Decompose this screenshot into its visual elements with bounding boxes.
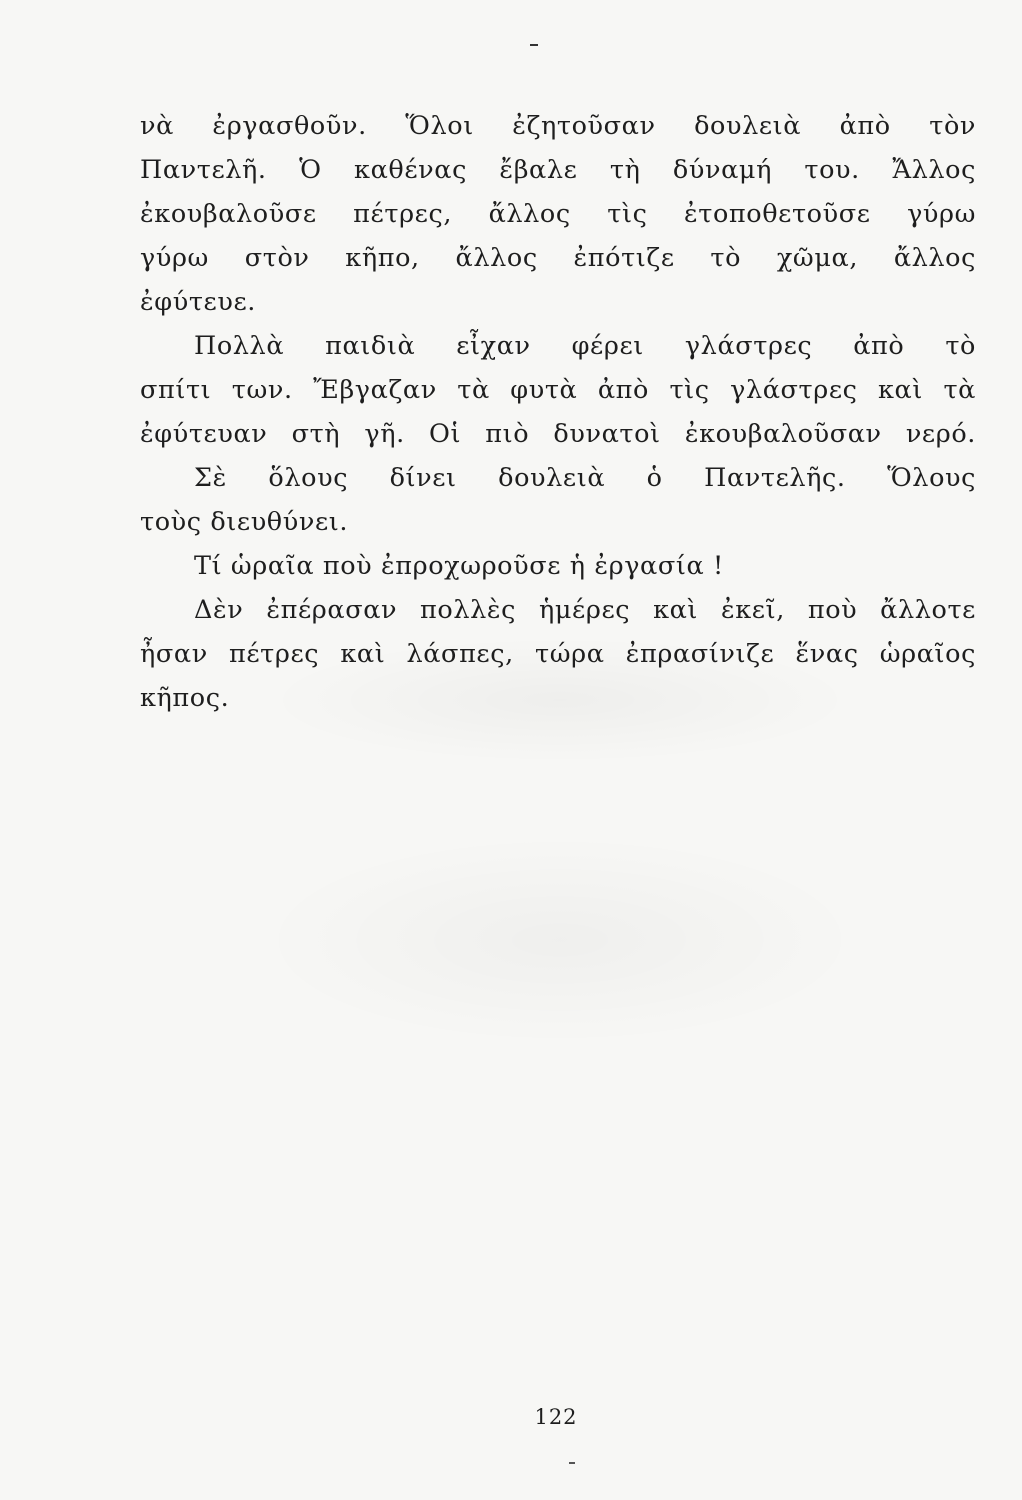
text-line-10: τοὺς διευθύνει. bbox=[140, 507, 349, 537]
text-line-5: ἐφύτευε. bbox=[140, 287, 256, 317]
text-line-6: Πολλὰ παιδιὰ εἶχαν φέρει γλάστρες ἀπὸ τὸ bbox=[194, 331, 976, 361]
text-line-3: ἐκουβαλοῦσε πέτρες, ἄλλος τὶς ἐτοποθετοῦσε γύρω bbox=[140, 199, 976, 229]
text-line-11: Τί ὡραῖα ποὺ ἐπροχωροῦσε ἡ ἐργασία ! bbox=[194, 551, 724, 581]
print-mark-bottom bbox=[569, 1462, 575, 1464]
text-line-9: Σὲ ὅλους δίνει δουλειὰ ὁ Παντελῆς. Ὅλους bbox=[194, 463, 976, 493]
text-line-14: κῆπος. bbox=[140, 683, 230, 713]
text-line-7: σπίτι των. Ἔβγαζαν τὰ φυτὰ ἀπὸ τὶς γλάστρες καὶ τὰ bbox=[140, 375, 976, 405]
body-text bbox=[140, 104, 976, 720]
text-line-1: νὰ ἐργασθοῦν. Ὅλοι ἐζητοῦσαν δουλειὰ ἀπὸ τὸν bbox=[140, 111, 976, 141]
text-line-4: γύρω στὸν κῆπο, ἄλλος ἐπότιζε τὸ χῶμα, ἄλλος bbox=[140, 243, 976, 273]
text-line-2: Παντελῆ. Ὁ καθένας ἔβαλε τὴ δύναμή του. Ἄλλος bbox=[140, 155, 976, 185]
text-line-13: ἦσαν πέτρες καὶ λάσπες, τώρα ἐπρασίνιζε ἕνας ὡραῖος bbox=[140, 639, 976, 669]
text-line-12: Δὲν ἐπέρασαν πολλὲς ἡμέρες καὶ ἐκεῖ, ποὺ ἄλλοτε bbox=[194, 595, 976, 625]
text-line-8: ἐφύτευαν στὴ γῆ. Οἱ πιὸ δυνατοὶ ἐκουβαλοῦσαν νερό. bbox=[140, 419, 976, 449]
page-number: 122 bbox=[534, 1405, 578, 1429]
print-mark-top bbox=[530, 44, 538, 46]
